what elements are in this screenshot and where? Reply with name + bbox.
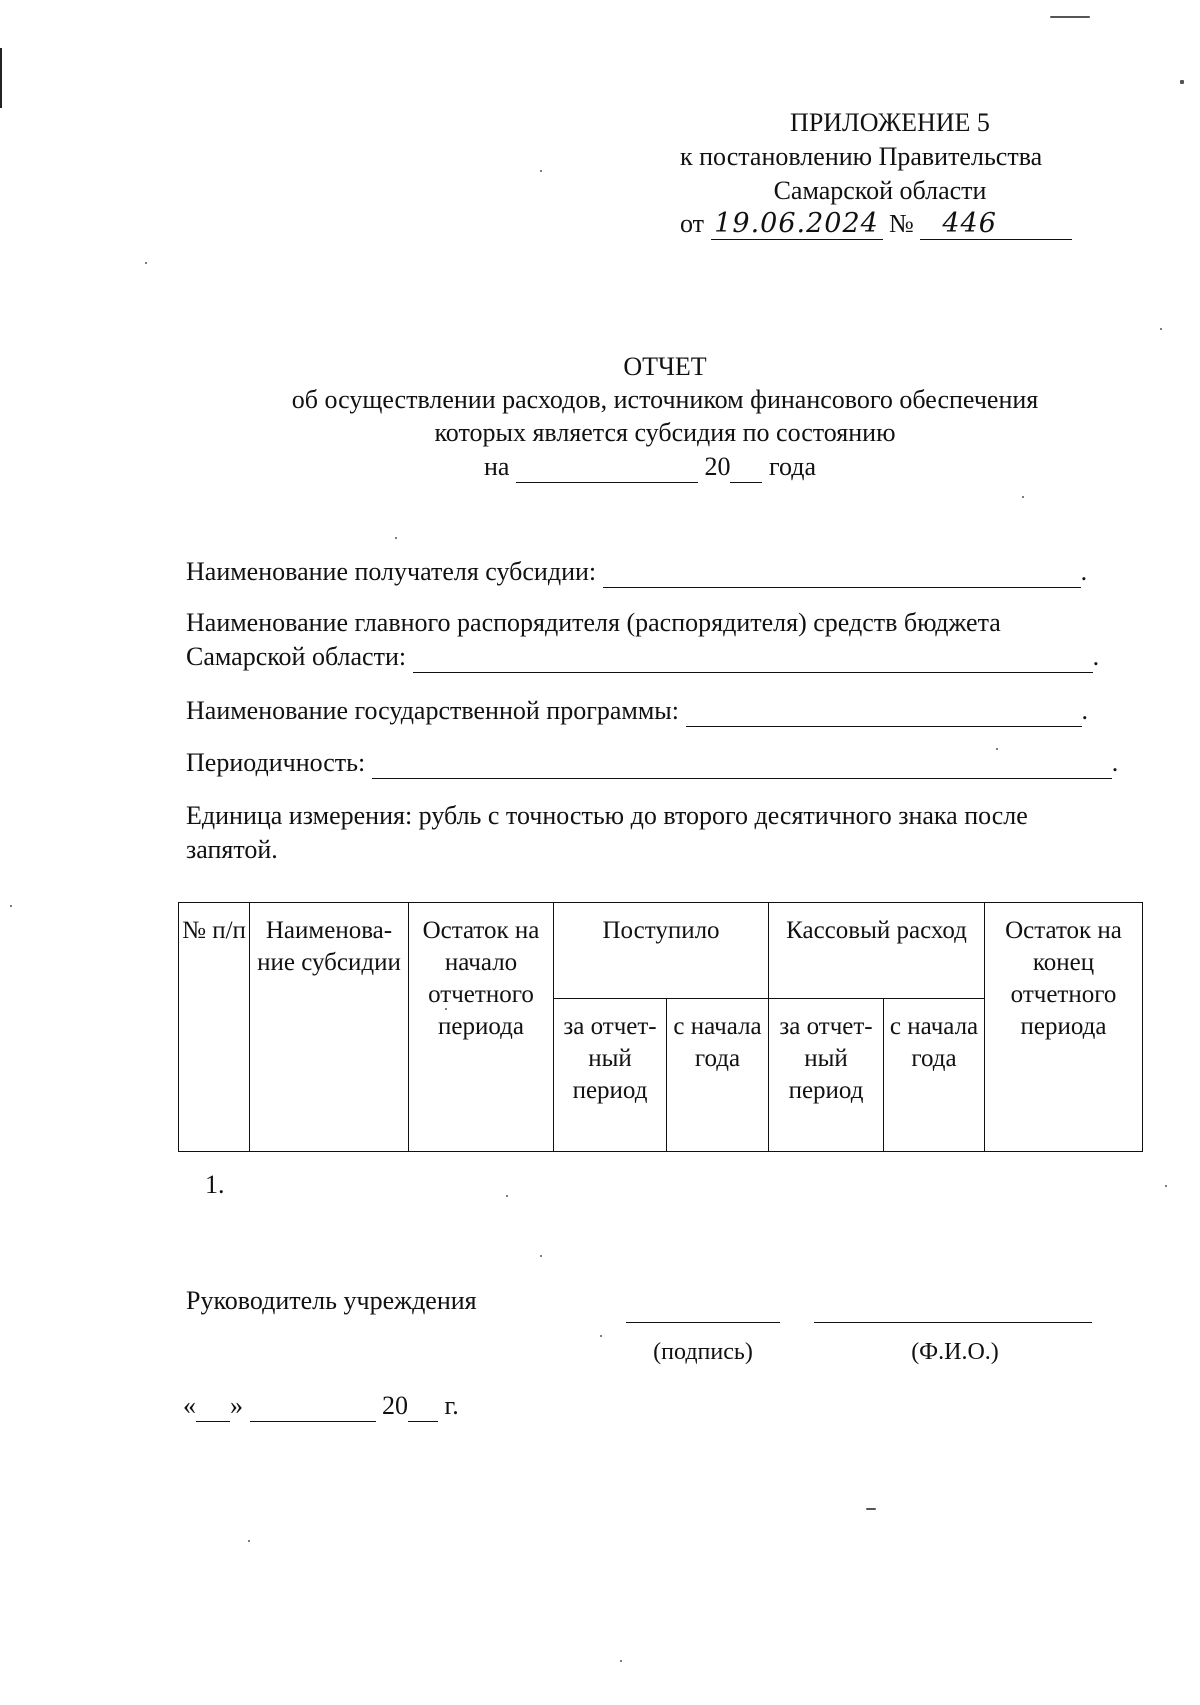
report-table [178,902,1143,1152]
appendix-title: ПРИЛОЖЕНИЕ 5 [790,108,990,137]
sign-year: 20 [382,1391,408,1420]
field-recipient-label: Наименование получателя субсидии: [186,557,597,586]
signature-head: Руководитель учреждения [186,1286,477,1315]
expense-period-header: за отчет- ный период [769,999,884,1152]
scan-edge-mark [0,48,2,108]
scan-speck [248,1540,250,1542]
received-period-header: за отчет- ный период [554,999,667,1152]
appendix-line-1: к постановлению Правительства [680,142,1043,171]
field-manager-line-1: Наименование главного распорядителя (распорядителя) средств бюджета [186,608,1001,637]
fio-blank[interactable] [814,1296,1092,1323]
signature-blank[interactable] [626,1296,780,1323]
scan-speck [866,1508,876,1510]
signature-date-row [183,1391,583,1422]
date-handwritten: 19.06.2024 [711,208,883,240]
date-close-quote: » [230,1391,243,1420]
date-on-year: 20 [704,452,731,481]
col-received-header: Поступило [554,903,769,999]
col-name-header: Наименова- ние субсидии [250,903,409,1152]
field-recipient-blank[interactable] [603,557,1081,588]
period-mark: . [1092,642,1100,671]
date-on-year-blank[interactable] [730,452,762,483]
appendix-line-2: Самарской области [773,176,987,205]
field-program [186,696,1146,727]
scan-speck [1050,16,1090,18]
report-subtitle-1: об осуществлении расходов, источником финансового обеспечения [291,385,1039,414]
scan-speck [996,748,998,750]
field-recipient [186,557,1146,588]
number-handwritten: 446 [920,208,1072,240]
field-unit-line-1: Единица измерения: рубль с точностью до второго десятичного знака после [186,801,1028,830]
report-title: ОТЧЕТ [623,352,707,381]
field-periodicity-blank[interactable] [372,748,1112,779]
received-year-header: с начала года [667,999,769,1152]
sign-year-blank[interactable] [408,1391,438,1422]
col-end-balance-header: Остаток на конец отчетного периода [985,903,1143,1152]
col-expense-header: Кассовый расход [769,903,985,999]
field-periodicity-label: Периодичность: [186,748,366,777]
scan-speck [1165,1185,1167,1187]
date-open-quote: « [183,1391,196,1420]
field-periodicity [186,748,1146,779]
month-blank[interactable] [250,1391,376,1422]
scan-speck [1180,80,1184,84]
scan-speck [540,1255,542,1257]
report-date-row [484,452,984,483]
field-manager-label: Самарской области: [186,642,407,671]
date-on-suffix: года [768,452,817,481]
period-mark: . [1081,696,1088,725]
col-start-balance-header: Остаток на начало отчетного периода [409,903,554,1152]
scan-speck [540,170,542,172]
date-prefix: от [680,209,705,238]
scan-speck [395,537,397,539]
field-manager [186,642,1146,673]
field-program-label: Наименование государственной программы: [186,696,679,725]
scan-speck [1160,328,1162,330]
date-on-blank[interactable] [516,452,698,483]
scan-speck [600,1335,602,1337]
expense-year-header: с начала года [884,999,985,1152]
scan-speck [620,1660,622,1662]
field-program-blank[interactable] [686,696,1082,727]
number-prefix: № [889,209,914,238]
scan-speck [445,1008,447,1010]
period-mark: . [1080,557,1088,586]
scan-speck [10,905,12,907]
period-mark: . [1111,748,1119,777]
scan-speck [506,1195,508,1197]
scan-speck [1022,496,1024,498]
field-manager-blank[interactable] [413,642,1093,673]
col-number-header: № п/п [179,903,250,1152]
appendix-date-row [680,208,1080,240]
field-unit-line-2: запятой. [186,835,278,864]
day-blank[interactable] [196,1391,230,1422]
signature-label: (подпись) [653,1339,753,1365]
sign-year-suffix: г. [444,1391,459,1420]
date-on-prefix: на [484,452,510,481]
row-number: 1. [205,1170,225,1199]
fio-label: (Ф.И.О.) [911,1339,999,1365]
report-subtitle-2: которых является субсидия по состоянию [434,418,896,447]
scan-speck [145,262,147,264]
